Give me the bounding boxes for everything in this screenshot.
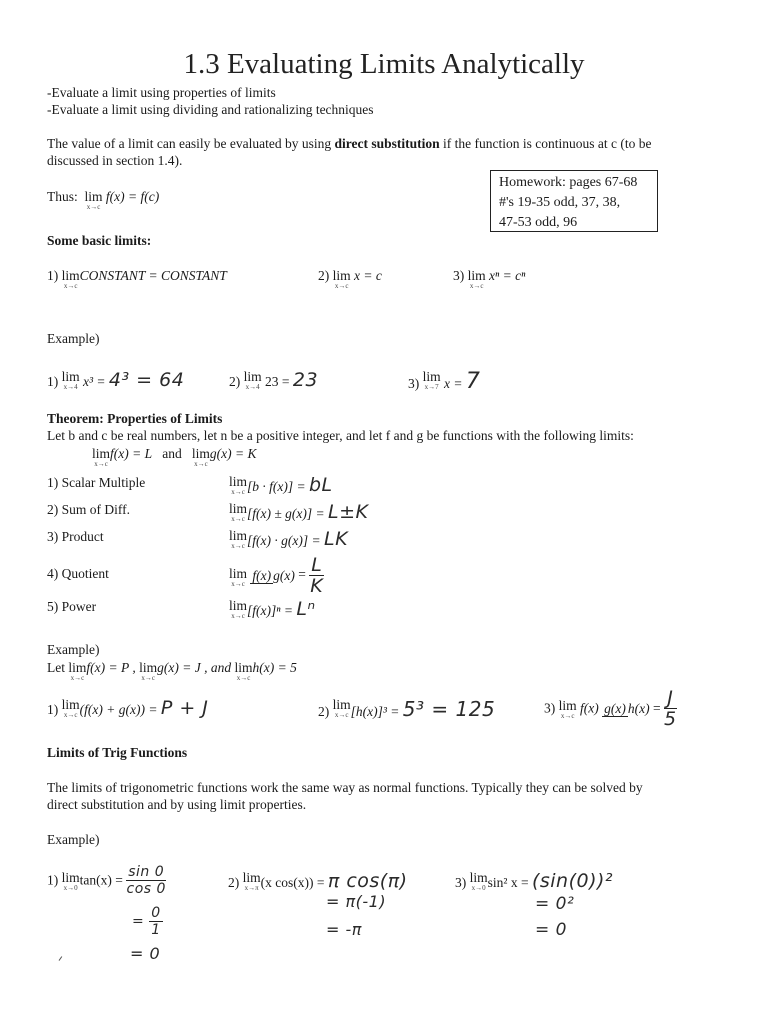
trig-2-step-3: = -π	[326, 920, 362, 939]
page-title: 1.3 Evaluating Limits Analytically	[183, 48, 585, 80]
handwritten-answer: 7	[465, 369, 481, 394]
objective-2: -Evaluate a limit using dividing and rationalizing techniques	[47, 102, 374, 117]
handwritten-answer: $\frac{\sin 0}{\cos 0}$	[126, 864, 166, 897]
prop-name-2: 2) Sum of Diff.	[47, 502, 130, 517]
handwritten-answer: $\frac{J}{5}$	[663, 687, 677, 730]
handwritten-answer: L±K	[328, 501, 369, 523]
handwritten-answer: (sin(0))²	[531, 870, 614, 892]
handwritten-answer: 4³ = 64	[108, 369, 185, 391]
example1-item-2: 2) lim x→4 23 = 23	[229, 369, 319, 391]
intro-pre: The value of a limit can easily be evaluated by using	[47, 136, 335, 151]
theorem-statement: Let b and c be real numbers, let n be a positive integer, and let f and g be functions with the following limits:	[47, 428, 634, 443]
thus-row	[47, 189, 159, 211]
basic-limit-1: 1) lim x→c CONSTANT = CONSTANT	[47, 268, 227, 290]
homework-line-2: #'s 19-35 odd, 37, 38,	[499, 195, 621, 210]
example1-item-1: 1) lim x→4 x³ = 4³ = 64	[47, 369, 185, 391]
example2-item-2: 2) lim x→c [h(x)]³ = 5³ = 125	[318, 697, 496, 721]
homework-box	[490, 170, 658, 232]
trig-1-step-3: = 0	[130, 944, 161, 963]
handwritten-answer: π cos(π)	[327, 870, 408, 892]
prop-expr-3: lim x→c [f(x) · g(x)] = LK	[229, 528, 349, 550]
trig-text-1: The limits of trigonometric functions work the same way as normal functions. Typically they can be solved by	[47, 780, 643, 795]
trig-3-step-2: = 0²	[535, 894, 575, 914]
prop-expr-5: lim x→c [f(x)]ⁿ = Lⁿ	[229, 598, 316, 620]
handwritten-answer: LK	[323, 528, 349, 550]
intro-post: if the function is continuous at c (to be	[439, 136, 652, 151]
prop-expr-2: lim x→c [f(x) ± g(x)] = L±K	[229, 501, 369, 523]
intro-line-2: discussed in section 1.4).	[47, 153, 183, 168]
intro-bold: direct substitution	[334, 136, 440, 151]
pencil-mark	[59, 956, 63, 961]
example2-item-3: 3) lim x→c f(x) g(x) h(x) = $\frac{J}{5}$	[544, 687, 677, 730]
prop-name-4: 4) Quotient	[47, 566, 109, 581]
theorem-given: lim x→c f(x) = L and lim x→c g(x) = K	[92, 446, 257, 468]
trig-1-step-2: = $\frac{0}{1}$	[132, 905, 161, 938]
trig-3-step-3: = 0	[535, 920, 567, 940]
homework-line-1: Homework: pages 67-68	[499, 175, 638, 190]
prop-expr-1: lim x→c [b · f(x)] = bL	[229, 474, 333, 496]
prop-name-3: 3) Product	[47, 529, 104, 544]
thus-expression: f(x) = f(c)	[105, 189, 160, 204]
limit-operator: lim x→c	[84, 189, 103, 211]
example-heading-3: Example)	[47, 832, 100, 847]
trig-2-step-2: = π(-1)	[326, 892, 387, 911]
handwritten-answer: Lⁿ	[296, 598, 316, 620]
basic-limit-3: 3) lim x→c xⁿ = cⁿ	[453, 268, 526, 290]
handwritten-answer: 23	[292, 369, 319, 391]
trig-item-1: 1) lim x→0 tan(x) = $\frac{\sin 0}{\cos 0}$	[47, 864, 166, 897]
thus-label: Thus:	[47, 189, 78, 204]
trig-heading: Limits of Trig Functions	[47, 745, 188, 760]
basic-limit-2: 2) lim x→c x = c	[318, 268, 382, 290]
prop-expr-4: lim x→c f(x) g(x) = $\frac{L}{K}$	[229, 554, 324, 597]
trig-item-3: 3) lim x→0 sin² x = (sin(0))²	[455, 870, 614, 892]
theorem-heading: Theorem: Properties of Limits	[47, 411, 223, 426]
handwritten-answer: bL	[309, 474, 333, 496]
example2-item-1: 1) lim x→c (f(x) + g(x)) = P + J	[47, 697, 209, 719]
basic-limits-heading: Some basic limits:	[47, 233, 152, 248]
intro-line-1	[47, 136, 652, 152]
handwritten-answer: P + J	[160, 697, 209, 719]
example2-let: Let lim x→c f(x) = P , lim x→c g(x) = J , and lim x→c h(x) = 5	[47, 660, 297, 682]
objective-1: -Evaluate a limit using properties of limits	[47, 85, 276, 100]
handwritten-answer: 5³ = 125	[402, 697, 496, 721]
trig-text-2: direct substitution and by using limit properties.	[47, 797, 307, 812]
example-heading-1: Example)	[47, 331, 100, 346]
prop-name-1: 1) Scalar Multiple	[47, 475, 146, 490]
handwritten-answer: $\frac{L}{K}$	[310, 554, 324, 597]
example1-item-3: 3) lim x→7 x = 7	[408, 369, 481, 394]
prop-name-5: 5) Power	[47, 599, 97, 614]
homework-line-3: 47-53 odd, 96	[499, 215, 578, 230]
trig-item-2: 2) lim x→π (x cos(x)) = π cos(π)	[228, 870, 408, 892]
example-heading-2: Example)	[47, 642, 100, 657]
